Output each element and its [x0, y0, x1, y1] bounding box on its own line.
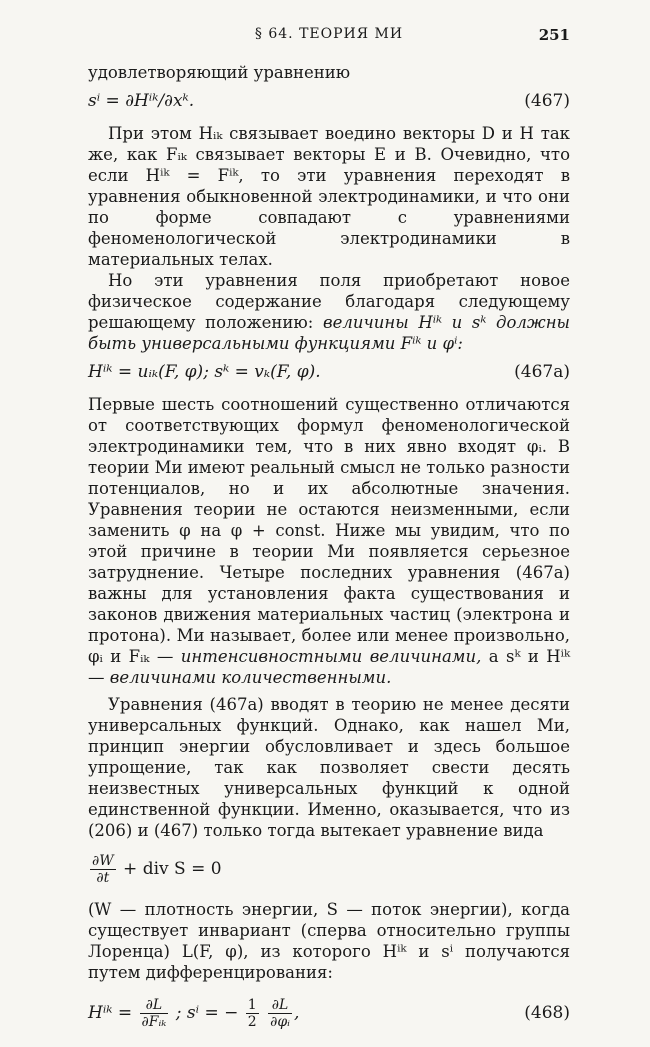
paragraph-1: удовлетворяющий уравнению	[88, 63, 351, 82]
paragraph-5: Уравнения (467a) вводят в теорию не менее десяти универсальных функций. Однако, как нашел Ми, принцип энергии обусловливает и здесь большое упрощение, так как позволяет свести десять неизвестных универсальных функций к одной единственной функции. Именно, оказывается, что из (206) и (467) только тогда вытекает уравнение вида	[88, 695, 570, 840]
paragraph-3	[88, 270, 570, 354]
fraction-numerator: 1	[247, 997, 257, 1013]
equation-468-number: (468)	[524, 1003, 570, 1023]
paragraph-3-italic: величины Hⁱᵏ и sᵏ должны быть универсальными функциями Fⁱᵏ и φⁱ:	[88, 313, 570, 353]
paragraph-4-italic-2: величинами количественными.	[109, 668, 392, 687]
fraction-one-half	[246, 997, 259, 1030]
fraction-dL-dphi	[268, 997, 292, 1030]
equation-467-formula: sⁱ = ∂Hⁱᵏ/∂xᵏ.	[88, 91, 195, 111]
equation-468-sep: ; sⁱ = −	[175, 1003, 239, 1023]
paragraph-4-mid: а sᵏ и Hⁱᵏ —	[88, 647, 570, 687]
fraction-denominator: ∂t	[96, 870, 110, 886]
equation-energy	[88, 843, 570, 899]
paragraph-4	[88, 394, 570, 688]
paragraph-4-italic-1: интенсивностными величинами,	[180, 647, 482, 666]
fraction-numerator: ∂L	[268, 997, 292, 1014]
page-number: 251	[538, 26, 570, 44]
equation-468-lhs: Hⁱᵏ =	[88, 1003, 133, 1023]
fraction-denominator: ∂φᵢ	[270, 1014, 290, 1030]
fraction-dL-dF	[140, 997, 169, 1030]
section-title: § 64. ТЕОРИЯ МИ	[254, 26, 404, 42]
fraction-dW-dt	[90, 853, 116, 886]
paragraph-4-text: Первые шесть соотношений существенно отличаются от соответствующих формул феноменологической электродинамики тем, что в них явно входят φᵢ. В теории Ми имеют реальный смысл не только разности потенциалов, но и их абсолютные значения. Уравнения теории не остаются неизменными, если заменить φ на φ + const. Ниже мы увидим, что по этой причине в теории Ми появляется серьезное затруднение. Четыре последних уравнения (467a) важны для установления факта существования и законов движения материальных частиц (электрона и протона). Ми называет, более или менее произвольно, φᵢ и Fᵢₖ —	[88, 395, 570, 666]
equation-468-tail: ,	[293, 1003, 300, 1023]
paragraph-6: (W — плотность энергии, S — поток энергии), когда существует инвариант (сперва относительно группы Лоренца) L(F, φ), из которого Hⁱᵏ и sⁱ получаются путем дифференцирования:	[88, 900, 570, 982]
fraction-numerator: ∂W	[92, 853, 114, 869]
fraction-denominator: ∂Fᵢₖ	[141, 1014, 167, 1030]
equation-467a-number: (467a)	[514, 362, 570, 382]
equation-467a	[88, 354, 570, 394]
equation-467a-formula: Hⁱᵏ = uᵢₖ(F, φ); sᵏ = vₖ(F, φ).	[88, 362, 321, 382]
equation-468-formula	[88, 997, 299, 1030]
equation-467	[88, 83, 570, 123]
equation-energy-formula	[88, 853, 222, 886]
equation-468	[88, 987, 570, 1047]
paragraph-2: При этом Hᵢₖ связывает воедино векторы D и H так же, как Fᵢₖ связывает векторы E и B. Очевидно, что если Hⁱᵏ = Fⁱᵏ, то эти уравнения переходят в уравнения обыкновенной электродинамики, и что они по форме совпадают с уравнениями феноменологической электродинамики в материальных телах.	[88, 124, 570, 269]
running-header	[88, 26, 570, 50]
fraction-numerator: ∂L	[140, 997, 169, 1014]
equation-467-number: (467)	[524, 91, 570, 111]
fraction-denominator: 2	[247, 1014, 257, 1030]
equation-energy-rest: + div S = 0	[123, 859, 222, 879]
page-body	[88, 62, 570, 1047]
paragraph-3-text: Но эти уравнения поля приобретают новое физическое содержание благодаря следующему решающему положению:	[88, 271, 570, 332]
